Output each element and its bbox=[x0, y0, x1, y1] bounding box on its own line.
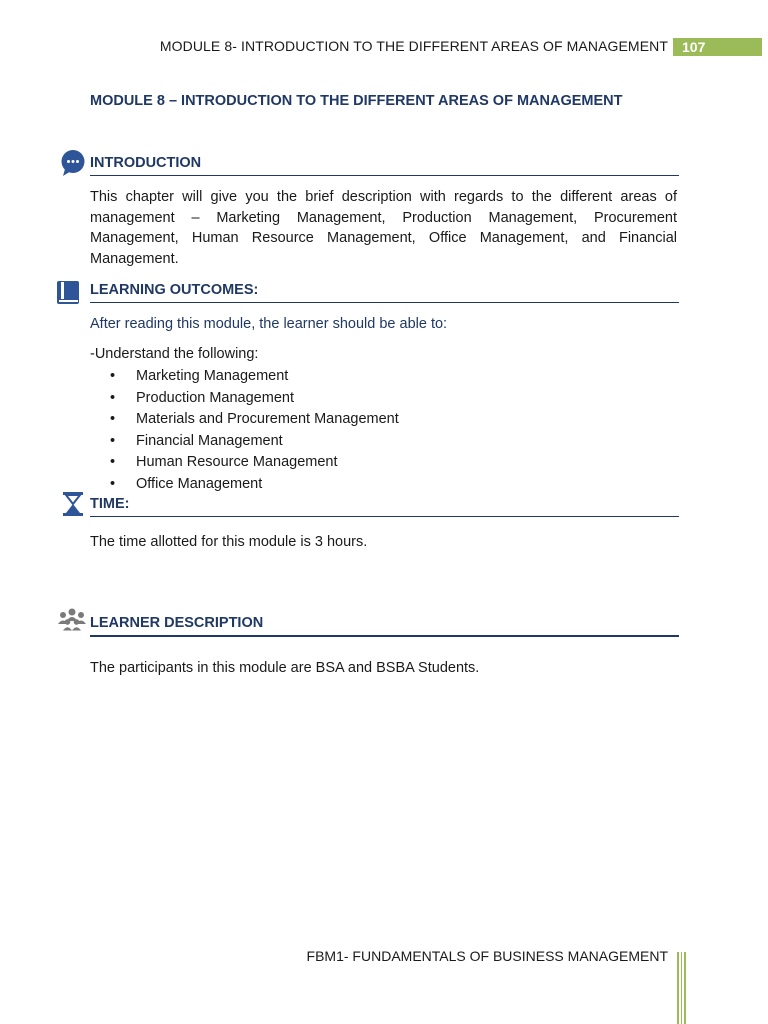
list-item: • Human Resource Management bbox=[90, 452, 399, 474]
time-heading: TIME: bbox=[90, 496, 679, 517]
book-icon bbox=[56, 280, 82, 311]
chat-bubble-icon bbox=[58, 149, 86, 182]
footer-course-title: FBM1- FUNDAMENTALS OF BUSINESS MANAGEMENT bbox=[306, 948, 668, 964]
footer-rule bbox=[677, 952, 679, 1024]
learner-description-text: The participants in this module are BSA and BSBA Students. bbox=[90, 660, 480, 676]
list-item: • Materials and Procurement Management bbox=[90, 409, 399, 431]
time-text: The time allotted for this module is 3 hours. bbox=[90, 534, 368, 550]
module-title: MODULE 8 – INTRODUCTION TO THE DIFFERENT AREAS OF MANAGEMENT bbox=[90, 93, 623, 109]
page-number: 107 bbox=[673, 38, 762, 56]
hourglass-icon bbox=[62, 491, 84, 522]
introduction-text: This chapter will give you the brief description with regards to the different areas of management – Marketing Management, Production Management, Procurement Management, Human Resource Management, Office Management, and Financial Management. bbox=[90, 189, 677, 267]
learning-outcomes-list bbox=[90, 366, 399, 495]
footer-rule bbox=[684, 952, 686, 1024]
list-item: • Production Management bbox=[90, 388, 399, 410]
people-group-icon bbox=[58, 607, 86, 636]
learner-description-heading: LEARNER DESCRIPTION bbox=[90, 615, 679, 637]
footer-rule bbox=[681, 952, 682, 1024]
running-header: MODULE 8- INTRODUCTION TO THE DIFFERENT AREAS OF MANAGEMENT bbox=[159, 38, 668, 54]
learning-outcomes-lead: After reading this module, the learner should be able to: bbox=[90, 316, 448, 332]
list-item: • Office Management bbox=[90, 474, 399, 496]
learning-outcomes-intro: -Understand the following: bbox=[90, 346, 259, 362]
introduction-heading: INTRODUCTION bbox=[90, 155, 679, 176]
list-item: • Financial Management bbox=[90, 431, 399, 453]
learning-outcomes-heading: LEARNING OUTCOMES: bbox=[90, 282, 679, 303]
list-item: • Marketing Management bbox=[90, 366, 399, 388]
